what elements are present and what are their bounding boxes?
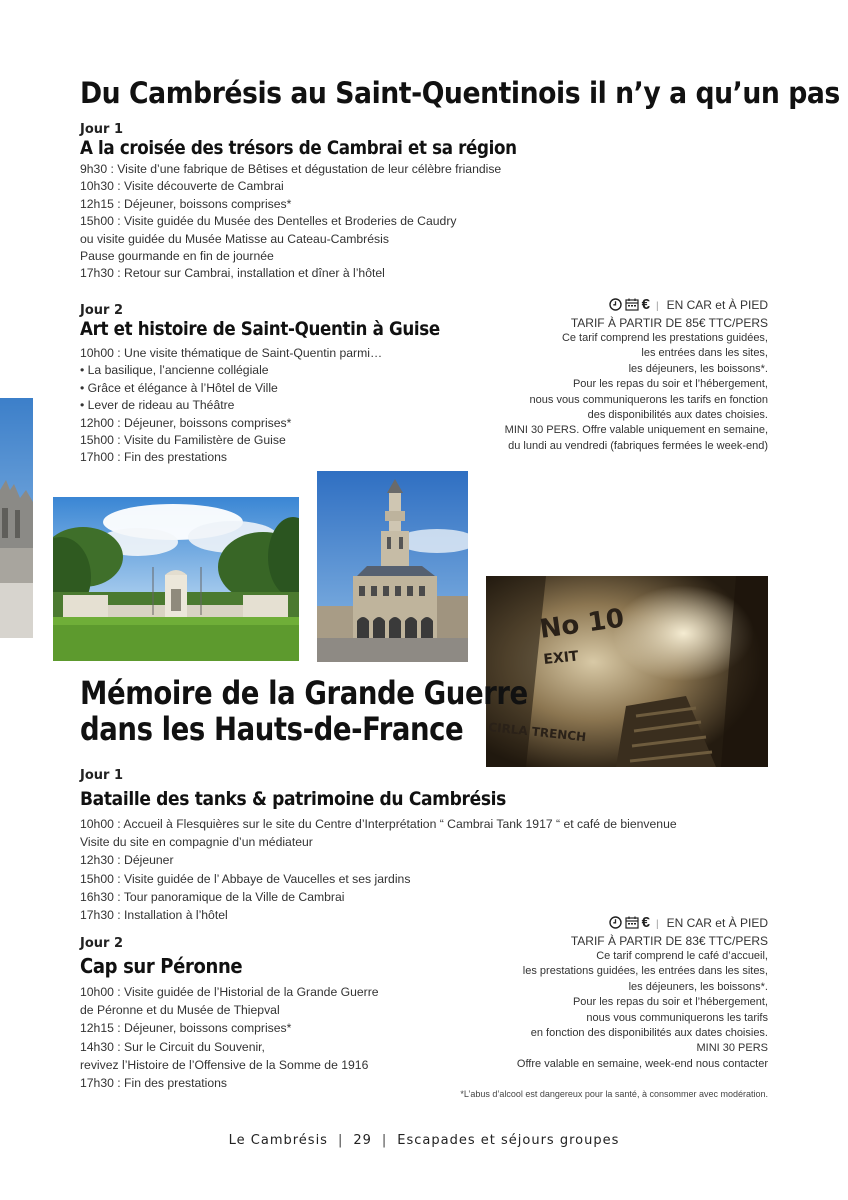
page-number: 29 [353, 1133, 372, 1148]
text-line: 17h00 : Fin des prestations [80, 450, 228, 465]
text-line: les prestations guidées, les entrées dans les sites, [522, 965, 768, 978]
clock-icon [609, 916, 622, 929]
text-line: Visite du site en compagnie d’un médiateur [80, 835, 313, 850]
text-line: 15h00 : Visite du Familistère de Guise [80, 433, 286, 448]
text-line: 15h00 : Visite guidée de l’ Abbaye de Vaucelles et ses jardins [80, 871, 411, 886]
section2-transport-mode: EN CAR et À PIED [666, 916, 768, 930]
text-line: 12h30 : Déjeuner [80, 853, 174, 868]
section2-day1-label: Jour 1 [80, 768, 124, 783]
text-line: 12h15 : Déjeuner, boissons comprises* [80, 196, 292, 211]
tunnel-graffiti-trench: CIRLA TRENCH [487, 720, 587, 745]
section1-transport-mode: EN CAR et À PIED [666, 298, 768, 312]
text-line: en fonction des disponibilités aux dates choisies. [530, 1027, 768, 1040]
text-line: 10h00 : Accueil à Flesquières sur le site du Centre d’Interprétation “ Cambrai Tank 1917 “ et café de bienvenue [80, 817, 677, 831]
section2-day2-program [80, 983, 379, 1092]
tunnel-photo [486, 576, 768, 767]
section2-title-line1: Mémoire de la Grande Guerre [80, 674, 528, 712]
footer-region: Le Cambrésis [228, 1133, 328, 1148]
separator: | [656, 301, 659, 312]
text-line: du lundi au vendredi (fabriques fermées le week-end) [508, 439, 768, 452]
section2-title-line2: dans les Hauts-de-France [80, 710, 464, 748]
text-line: 9h30 : Visite d’une fabrique de Bêtises et dégustation de leur célèbre friandise [80, 162, 502, 176]
text-line: Pour les repas du soir et l’hébergement, [572, 378, 768, 391]
text-line: revivez l’Histoire de l’Offensive de la Somme de 1916 [80, 1057, 369, 1072]
section1-info-box [438, 297, 768, 454]
text-line: nous vous communiquerons les tarifs [586, 1011, 768, 1024]
tunnel-graffiti-exit: EXIT [542, 648, 580, 668]
calendar-icon [625, 916, 639, 929]
text-line: 14h30 : Sur le Circuit du Souvenir, [80, 1039, 265, 1054]
section2-conditions [438, 949, 768, 1072]
section2-day1-title: Bataille des tanks & patrimoine du Cambrésis [80, 788, 506, 810]
text-line: 12h15 : Déjeuner, boissons comprises* [80, 1021, 292, 1036]
section2-day1-program [80, 815, 677, 924]
text-line: • Grâce et élégance à l’Hôtel de Ville [80, 380, 278, 395]
section2-info-box [438, 915, 768, 1072]
belfry-photo [317, 471, 468, 662]
text-line: Pour les repas du soir et l’hébergement, [572, 996, 768, 1009]
text-line: Pause gourmande en fin de journée [80, 249, 274, 264]
text-line: MINI 30 PERS. Offre valable uniquement en semaine, [504, 424, 768, 437]
text-line: 10h30 : Visite découverte de Cambrai [80, 179, 284, 194]
euro-icon: € [641, 914, 651, 931]
section2-day2-title: Cap sur Péronne [80, 954, 243, 978]
text-line: 17h30 : Installation à l’hôtel [80, 908, 228, 923]
section1-day2-title: Art et histoire de Saint-Quentin à Guise [80, 318, 440, 340]
section2-price: TARIF À PARTIR DE 83€ TTC/PERS [570, 934, 768, 948]
text-line: 10h00 : Visite guidée de l’Historial de la Grande Guerre [80, 985, 379, 999]
text-line: les entrées dans les sites, [641, 347, 768, 360]
section1-day1-program [80, 161, 501, 283]
tunnel-graffiti-number: No 10 [537, 603, 627, 645]
memorial-photo [53, 497, 299, 661]
euro-icon: € [641, 296, 651, 313]
footer-brochure-title: Escapades et séjours groupes [397, 1133, 620, 1148]
text-line: 10h00 : Une visite thématique de Saint-Quentin parmi… [80, 346, 383, 360]
section1-day1-label: Jour 1 [80, 122, 124, 137]
text-line: Ce tarif comprend les prestations guidées, [561, 332, 768, 344]
separator: | [656, 919, 659, 930]
text-line: 15h00 : Visite guidée du Musée des Dentelles et Broderies de Caudry [80, 214, 457, 229]
section1-price: TARIF À PARTIR DE 85€ TTC/PERS [570, 316, 768, 330]
section1-day1-title: A la croisée des trésors de Cambrai et sa région [80, 137, 517, 159]
text-line: des disponibilités aux dates choisies. [587, 409, 768, 422]
text-line: 12h00 : Déjeuner, boissons comprises* [80, 415, 292, 430]
section1-day2-label: Jour 2 [80, 303, 124, 318]
alcohol-footnote: *L’abus d’alcool est dangereux pour la santé, à consommer avec modération. [460, 1089, 768, 1099]
calendar-icon [625, 298, 639, 311]
text-line: MINI 30 PERS [696, 1042, 768, 1055]
text-line: • Lever de rideau au Théâtre [80, 398, 235, 413]
section1-title: Du Cambrésis au Saint-Quentinois il n’y a qu’un pas [80, 76, 840, 110]
section1-conditions [438, 331, 768, 454]
text-line: 17h30 : Retour sur Cambrai, installation et dîner à l’hôtel [80, 266, 385, 281]
text-line: de Péronne et du Musée de Thiepval [80, 1003, 280, 1018]
text-line: ou visite guidée du Musée Matisse au Cateau-Cambrésis [80, 231, 389, 246]
text-line: les déjeuners, les boissons*. [628, 362, 768, 375]
section1-day2-program [80, 345, 382, 467]
basilica-photo [0, 398, 33, 638]
text-line: Offre valable en semaine, week-end nous contacter [516, 1057, 768, 1070]
text-line: nous vous communiquerons les tarifs en fonction [529, 393, 768, 406]
text-line: les déjeuners, les boissons*. [628, 980, 768, 993]
text-line: • La basilique, l’ancienne collégiale [80, 363, 269, 378]
clock-icon [609, 298, 622, 311]
section2-day2-label: Jour 2 [80, 936, 124, 951]
page-footer: Le Cambrésis | 29 | Escapades et séjours groupes [228, 1133, 620, 1148]
text-line: 17h30 : Fin des prestations [80, 1076, 228, 1091]
text-line: 16h30 : Tour panoramique de la Ville de Cambrai [80, 889, 345, 904]
text-line: Ce tarif comprend le café d’accueil, [596, 950, 768, 962]
